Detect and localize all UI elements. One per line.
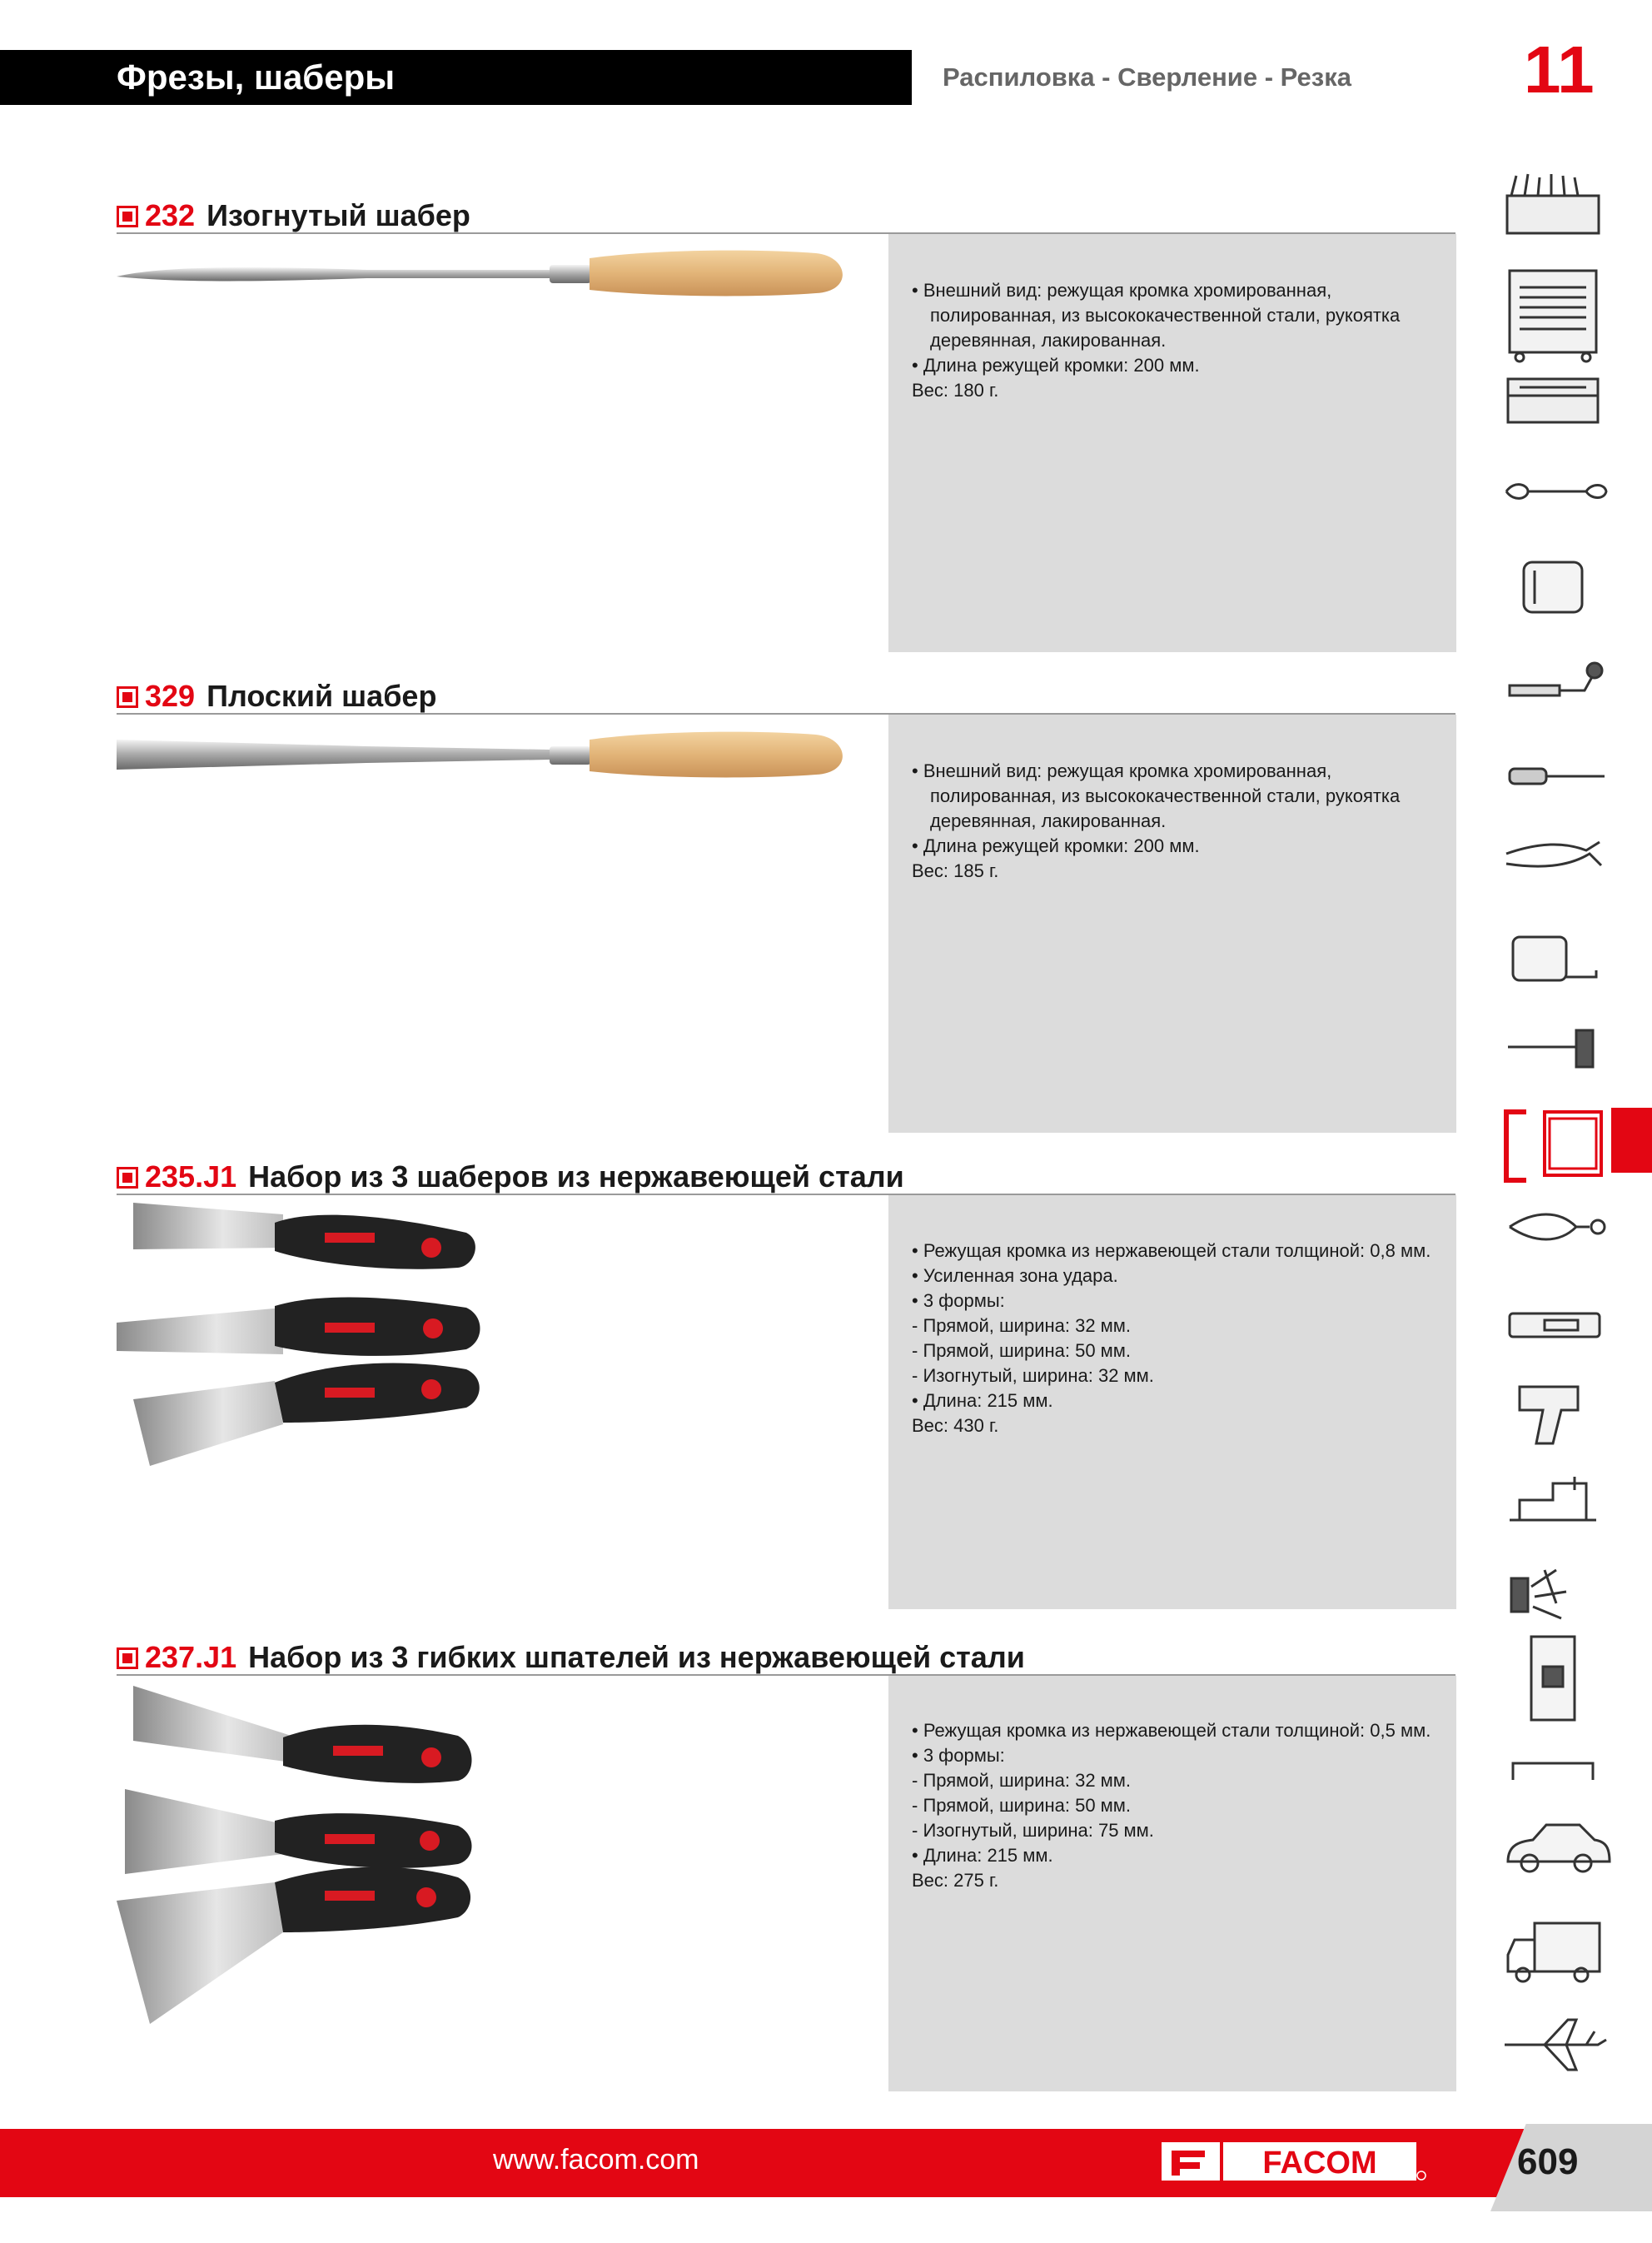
- flat-scraper-image: [117, 723, 858, 790]
- product-heading: [117, 198, 470, 233]
- product-description: [912, 759, 1445, 884]
- desc-line: - Прямой, ширина: 32 мм.: [912, 1770, 1132, 1791]
- impact-wrench-icon[interactable]: [1520, 1387, 1578, 1443]
- brand-text: FACOM: [1262, 2146, 1377, 2181]
- product-code: 232: [145, 198, 196, 232]
- product-heading: [117, 679, 436, 714]
- product-code: 237.J1: [145, 1640, 237, 1674]
- desc-line: - Изогнутый, ширина: 32 мм.: [912, 1365, 1154, 1386]
- hacksaw-icon[interactable]: [1506, 1112, 1601, 1180]
- desc-line: • Внешний вид: режущая кромка хромированная,: [912, 280, 1332, 301]
- desc-line: деревянная, лакированная.: [930, 330, 1167, 351]
- desc-line: • Внешний вид: режущая кромка хромированная,: [912, 760, 1332, 781]
- footer-url-link[interactable]: www.facom.com: [493, 2144, 699, 2176]
- tool-case-icon[interactable]: [1508, 379, 1598, 422]
- tester-icon[interactable]: [1510, 1313, 1600, 1337]
- product-heading: [117, 1159, 904, 1194]
- product-description: [912, 278, 1445, 403]
- category-sidebar: [1495, 171, 1620, 2086]
- desc-line: • Режущая кромка из нержавеющей стали толщиной: 0,5 мм.: [912, 1720, 1431, 1741]
- chapter-number: 11: [1524, 32, 1595, 107]
- section-subtitle: Распиловка - Сверление - Резка: [943, 62, 1351, 92]
- truck-icon[interactable]: [1508, 1923, 1600, 1981]
- spatula-set-image: [117, 1682, 483, 2032]
- bullet-square-icon: [117, 686, 138, 708]
- desc-line: Вес: 430 г.: [912, 1415, 999, 1436]
- puller-icon[interactable]: [1510, 1214, 1605, 1239]
- desc-line: • 3 формы:: [912, 1745, 1005, 1766]
- desc-line: • 3 формы:: [912, 1290, 1005, 1311]
- curved-scraper-image: [117, 242, 858, 308]
- product-name: Набор из 3 гибких шпателей из нержавеющей стали: [248, 1640, 1025, 1674]
- page-number: 609: [1517, 2141, 1579, 2182]
- product-description: [912, 1239, 1445, 1438]
- circuit-breaker-icon[interactable]: [1531, 1637, 1575, 1720]
- desc-line: • Длина: 215 мм.: [912, 1390, 1053, 1411]
- bullet-square-icon: [117, 1647, 138, 1669]
- vise-icon[interactable]: [1510, 1477, 1596, 1520]
- product-heading: [117, 1640, 1025, 1675]
- desc-line: Вес: 185 г.: [912, 860, 999, 881]
- desc-line: полированная, из высококачественной стали, рукоятка: [930, 305, 1401, 326]
- desc-line: - Прямой, ширина: 32 мм.: [912, 1315, 1132, 1336]
- desc-line: • Усиленная зона удара.: [912, 1265, 1118, 1286]
- desc-line: • Длина: 215 мм.: [912, 1845, 1053, 1866]
- product-code: 329: [145, 679, 196, 713]
- bullet-square-icon: [117, 206, 138, 227]
- desc-line: Вес: 180 г.: [912, 380, 999, 401]
- desc-line: - Прямой, ширина: 50 мм.: [912, 1340, 1132, 1361]
- product-code: 235.J1: [145, 1159, 237, 1194]
- tape-measure-icon[interactable]: [1513, 937, 1596, 980]
- airplane-icon[interactable]: [1505, 2020, 1606, 2070]
- wrench-icon[interactable]: [1506, 485, 1606, 499]
- product-name: Набор из 3 шаберов из нержавеющей стали: [248, 1159, 904, 1194]
- facom-logo: [1162, 2139, 1428, 2185]
- hammer-icon[interactable]: [1508, 1030, 1593, 1067]
- desc-line: Вес: 275 г.: [912, 1870, 999, 1891]
- product-description: [912, 1718, 1445, 1893]
- desc-line: • Режущая кромка из нержавеющей стали толщиной: 0,8 мм.: [912, 1240, 1431, 1261]
- pliers-icon[interactable]: [1506, 842, 1601, 866]
- desc-line: - Прямой, ширина: 50 мм.: [912, 1795, 1132, 1816]
- tool-cabinet-icon[interactable]: [1510, 271, 1596, 361]
- bullet-square-icon: [117, 1167, 138, 1189]
- safety-icon[interactable]: [1511, 1570, 1566, 1618]
- page-title: Фрезы, шаберы: [117, 57, 396, 97]
- desc-line: деревянная, лакированная.: [930, 810, 1167, 831]
- ratchet-icon[interactable]: [1510, 663, 1602, 695]
- desc-line: • Длина режущей кромки: 200 мм.: [912, 835, 1200, 856]
- handle-icon[interactable]: [1513, 1763, 1593, 1780]
- tool-box-icon[interactable]: [1507, 174, 1599, 233]
- desc-line: - Изогнутый, ширина: 75 мм.: [912, 1820, 1154, 1841]
- desc-line: полированная, из высококачественной стали, рукоятка: [930, 785, 1401, 806]
- product-name: Изогнутый шабер: [206, 198, 470, 232]
- scraper-set-image: [117, 1199, 483, 1483]
- car-icon[interactable]: [1508, 1825, 1610, 1872]
- screwdriver-icon[interactable]: [1510, 769, 1605, 784]
- socket-icon[interactable]: [1524, 562, 1582, 612]
- product-name: Плоский шабер: [206, 679, 437, 713]
- desc-line: • Длина режущей кромки: 200 мм.: [912, 355, 1200, 376]
